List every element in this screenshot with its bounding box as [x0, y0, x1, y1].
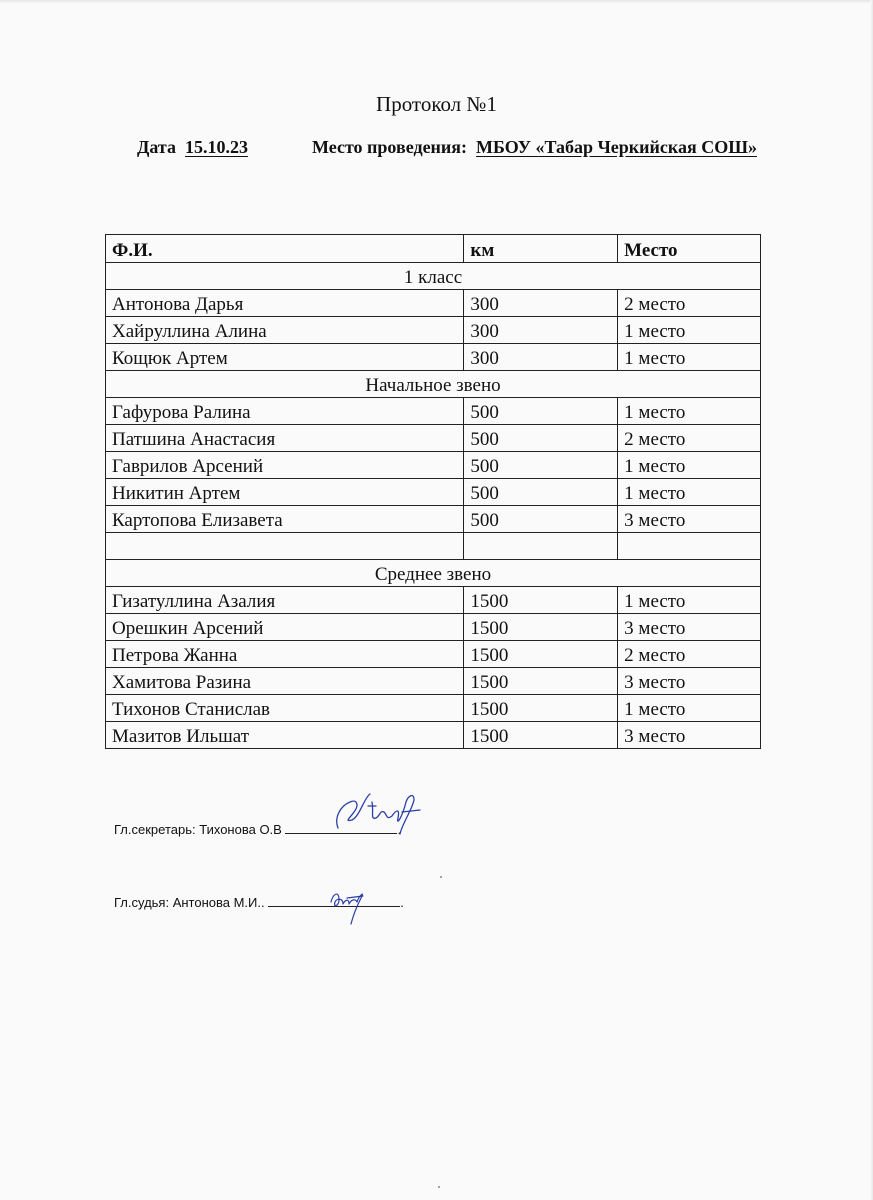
group-title: Среднее звено	[106, 560, 761, 587]
cell-place	[618, 533, 761, 560]
scan-edge-top	[0, 0, 873, 4]
secretary-label: Гл.секретарь: Тихонова О.В	[114, 822, 282, 837]
table-row	[106, 614, 761, 641]
cell-name: Гафурова Ралина	[106, 398, 464, 425]
table-row	[106, 506, 761, 533]
cell-distance: 1500	[464, 614, 618, 641]
table-row	[106, 668, 761, 695]
cell-distance: 1500	[464, 668, 618, 695]
cell-place: 2 место	[618, 641, 761, 668]
cell-place: 3 место	[618, 614, 761, 641]
scan-speck	[438, 1186, 440, 1188]
cell-name: Орешкин Арсений	[106, 614, 464, 641]
table-header-row	[106, 235, 761, 263]
cell-distance: 300	[464, 344, 618, 371]
place-value: МБОУ «Табар Черкийская СОШ»	[476, 137, 757, 157]
results-table	[105, 234, 761, 749]
place-field	[312, 137, 757, 158]
date-label: Дата	[137, 137, 176, 157]
page-title: Протокол №1	[376, 92, 497, 116]
header-name: Ф.И.	[106, 235, 464, 263]
table-row	[106, 290, 761, 317]
table-row	[106, 641, 761, 668]
cell-place: 1 место	[618, 587, 761, 614]
group-title: 1 класс	[106, 263, 761, 290]
header-place: Место	[618, 235, 761, 263]
table-row	[106, 425, 761, 452]
cell-place: 3 место	[618, 506, 761, 533]
cell-place: 3 место	[618, 668, 761, 695]
table-row	[106, 695, 761, 722]
judge-signature	[325, 880, 375, 926]
cell-name: Хамитова Разина	[106, 668, 464, 695]
table-row	[106, 587, 761, 614]
table-row	[106, 452, 761, 479]
group-title: Начальное звено	[106, 371, 761, 398]
empty-row	[106, 533, 761, 560]
cell-distance: 500	[464, 506, 618, 533]
cell-place: 1 место	[618, 317, 761, 344]
cell-name: Гаврилов Арсений	[106, 452, 464, 479]
cell-distance: 1500	[464, 722, 618, 749]
cell-distance: 300	[464, 317, 618, 344]
cell-place: 1 место	[618, 479, 761, 506]
cell-place: 2 место	[618, 290, 761, 317]
cell-name: Тихонов Станислав	[106, 695, 464, 722]
table-row	[106, 722, 761, 749]
judge-end-mark: .	[400, 895, 404, 910]
cell-distance: 1500	[464, 587, 618, 614]
cell-distance	[464, 533, 618, 560]
table-row	[106, 317, 761, 344]
group-row	[106, 560, 761, 587]
cell-name	[106, 533, 464, 560]
table-row	[106, 398, 761, 425]
cell-distance: 500	[464, 479, 618, 506]
cell-place: 1 место	[618, 695, 761, 722]
cell-name: Хайруллина Алина	[106, 317, 464, 344]
table-row	[106, 344, 761, 371]
cell-distance: 500	[464, 425, 618, 452]
cell-place: 1 место	[618, 398, 761, 425]
cell-name: Патшина Анастасия	[106, 425, 464, 452]
group-row	[106, 263, 761, 290]
cell-distance: 1500	[464, 641, 618, 668]
scan-speck	[440, 876, 442, 878]
cell-place: 1 место	[618, 344, 761, 371]
cell-place: 2 место	[618, 425, 761, 452]
cell-name: Антонова Дарья	[106, 290, 464, 317]
header-distance: км	[464, 235, 618, 263]
cell-distance: 500	[464, 398, 618, 425]
group-row	[106, 371, 761, 398]
date-value: 15.10.23	[184, 137, 248, 157]
cell-name: Никитин Артем	[106, 479, 464, 506]
cell-name: Кощюк Артем	[106, 344, 464, 371]
cell-name: Мазитов Ильшат	[106, 722, 464, 749]
cell-distance: 1500	[464, 695, 618, 722]
cell-distance: 300	[464, 290, 618, 317]
cell-name: Петрова Жанна	[106, 641, 464, 668]
cell-distance: 500	[464, 452, 618, 479]
cell-name: Гизатуллина Азалия	[106, 587, 464, 614]
judge-label: Гл.судья: Антонова М.И..	[114, 895, 265, 910]
cell-name: Картопова Елизавета	[106, 506, 464, 533]
table-row	[106, 479, 761, 506]
cell-place: 3 место	[618, 722, 761, 749]
cell-place: 1 место	[618, 452, 761, 479]
date-field	[137, 137, 248, 158]
secretary-signature	[330, 788, 425, 838]
secretary-end-mark: .	[397, 822, 402, 837]
place-label: Место проведения:	[312, 137, 468, 157]
